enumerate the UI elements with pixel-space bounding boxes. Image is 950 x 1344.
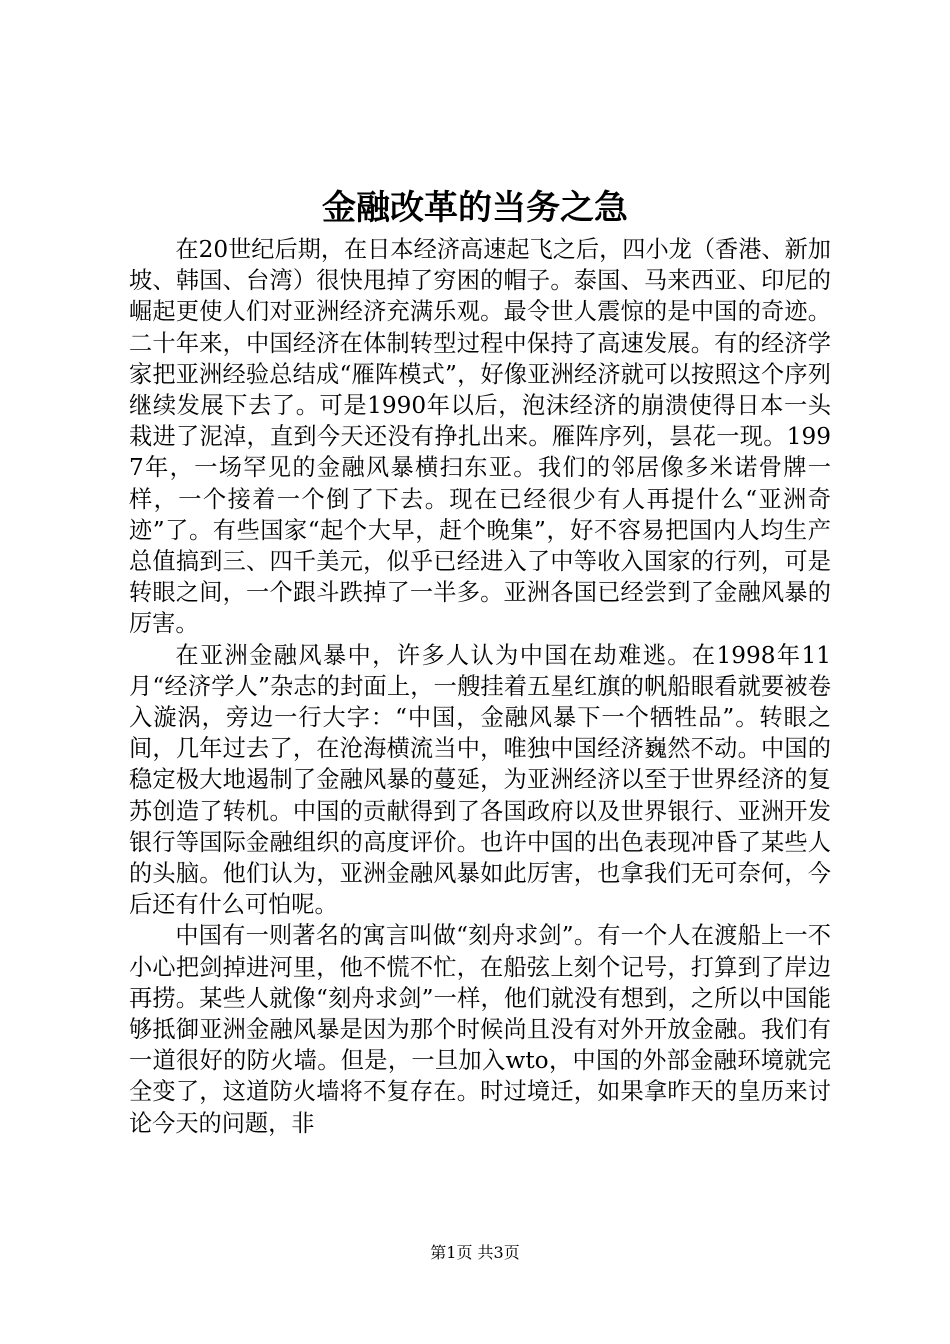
document-body — [129, 234, 831, 1139]
paragraph-3: 中国有一则著名的寓言叫做“刻舟求剑”。有一个人在渡船上一不小心把剑掉进河里，他不慌不忙，在船弦上刻个记号，打算到了岸边再捞。某些人就像“刻舟求剑”一样，他们就没有想到，之所以中国能够抵御亚洲金融风暴是因为那个时候尚且没有对外开放金融。我们有一道很好的防火墙。但是，一旦加入wto，中国的外部金融环境就完全变了，这道防火墙将不复存在。时过境迁，如果拿昨天的皇历来讨论今天的问题，非 — [129, 922, 831, 1137]
page-footer: 第1页 共3页 — [430, 1243, 520, 1262]
document-title: 金融改革的当务之急 — [322, 188, 628, 228]
paragraph-1: 在20世纪后期，在日本经济高速起飞之后，四小龙（香港、新加坡、韩国、台湾）很快甩掉了穷困的帽子。泰国、马来西亚、印尼的崛起更使人们对亚洲经济充满乐观。最令世人震惊的是中国的奇迹。二十年来，中国经济在体制转型过程中保持了高速发展。有的经济学家把亚洲经验总结成“雁阵模式”，好像亚洲经济就可以按照这个序列继续发展下去了。可是1990年以后，泡沫经济的崩溃使得日本一头栽进了泥淖，直到今天还没有挣扎出来。雁阵序列，昙花一现。1997年，一场罕见的金融风暴横扫东亚。我们的邻居像多米诺骨牌一样，一个接着一个倒了下去。现在已经很少有人再提什么“亚洲奇迹”了。有些国家“起个大早，赶个晚集”，好不容易把国内人均生产总值搞到三、四千美元，似乎已经进入了中等收入国家的行列，可是转眼之间，一个跟斗跌掉了一半多。亚洲各国已经尝到了金融风暴的厉害。 — [129, 236, 831, 638]
paragraph-2: 在亚洲金融风暴中，许多人认为中国在劫难逃。在1998年11月“经济学人”杂志的封面上，一艘挂着五星红旗的帆船眼看就要被卷入漩涡，旁边一行大字：“中国，金融风暴下一个牺牲品”。转眼之间，几年过去了，在沧海横流当中，唯独中国经济巍然不动。中国的稳定极大地遏制了金融风暴的蔓延，为亚洲经济以至于世界经济的复苏创造了转机。中国的贡献得到了各国政府以及世界银行、亚洲开发银行等国际金融组织的高度评价。也许中国的出色表现冲昏了某些人的头脑。他们认为，亚洲金融风暴如此厉害，也拿我们无可奈何，今后还有什么可怕呢。 — [129, 641, 831, 919]
